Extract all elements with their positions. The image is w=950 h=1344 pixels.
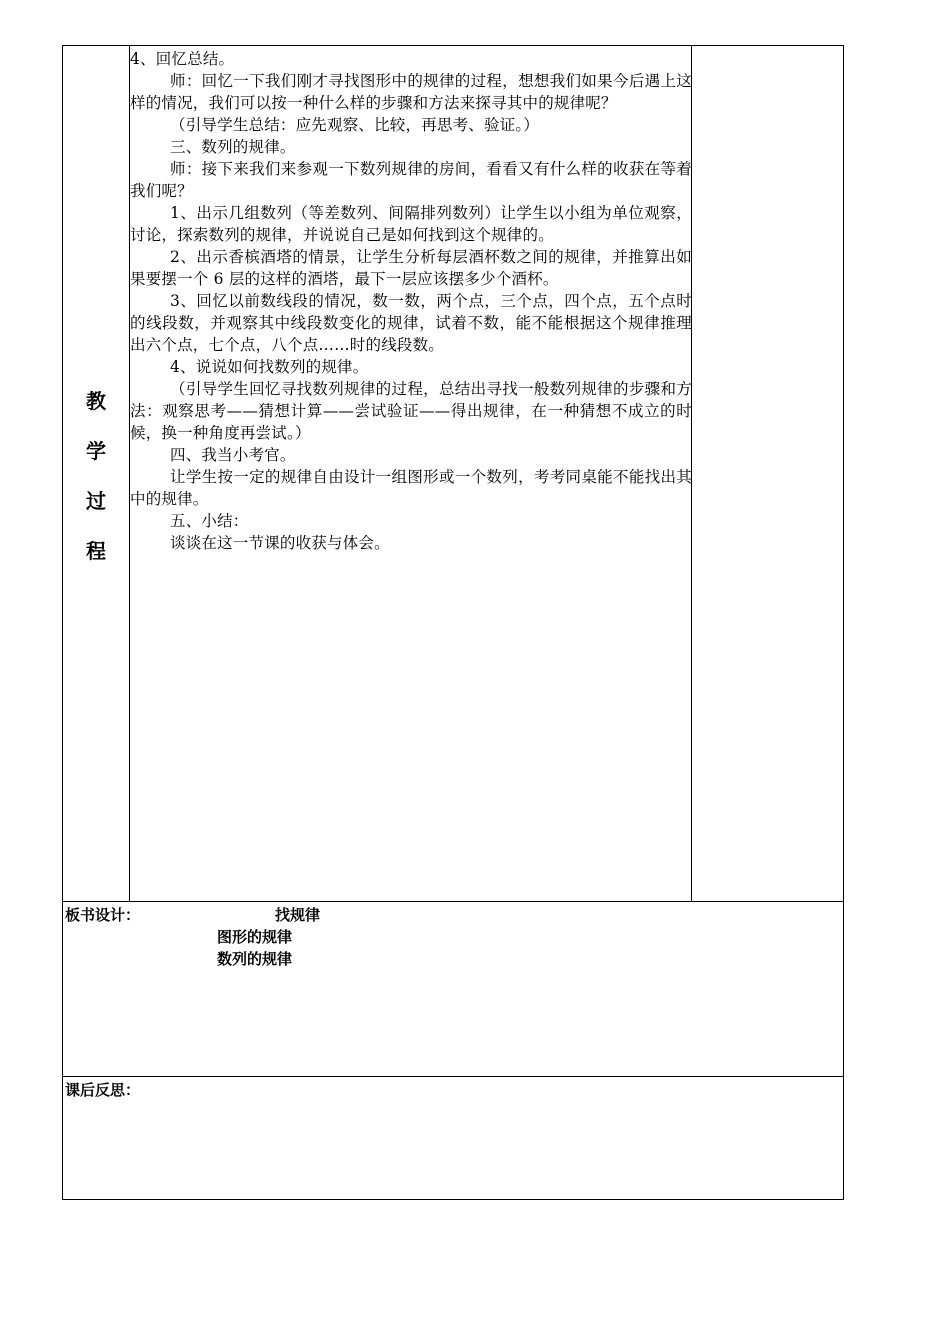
content-paragraph: 师：回忆一下我们刚才寻找图形中的规律的过程，想想我们如果今后遇上这样的情况，我们可以按一种什么样的步骤和方法来探寻其中的规律呢？: [130, 72, 692, 112]
board-design-line: 图形的规律: [217, 928, 293, 946]
board-design-line: 数列的规律: [217, 950, 293, 968]
content-paragraph: （引导学生回忆寻找数列规律的过程，总结出寻找一般数列规律的步骤和方法：观察思考——猜想计算——尝试验证——得出规律，在一种猜想不成立的时候，换一种角度再尝试。）: [130, 380, 692, 442]
content-paragraph: 谈谈在这一节课的收获与体会。: [170, 534, 390, 552]
side-label-char: 学: [86, 439, 106, 463]
content-paragraph: 3、回忆以前数线段的情况，数一数，两个点，三个点，四个点，五个点时的线段数，并观察其中线段数变化的规律，试着不数，能不能根据这个规律推理出六个点，七个点，八个点……时的线段数。: [130, 292, 692, 354]
board-design-title: 找规律: [275, 906, 321, 924]
row-divider-board: [63, 901, 843, 902]
content-paragraph: 4、回忆总结。: [130, 50, 235, 68]
board-design-label: 板书设计：: [65, 906, 141, 924]
content-paragraph: 三、数列的规律。: [170, 138, 296, 156]
side-label-char: 教: [86, 389, 106, 413]
content-paragraph: 1、出示几组数列（等差数列、间隔排列数列）让学生以小组为单位观察，讨论，探索数列的规律，并说说自己是如何找到这个规律的。: [130, 204, 692, 244]
reflection-label: 课后反思：: [65, 1081, 141, 1099]
teaching-process-content: [130, 48, 692, 554]
content-paragraph: 五、小结：: [170, 512, 249, 530]
content-paragraph: 让学生按一定的规律自由设计一组图形或一个数列，考考同桌能不能找出其中的规律。: [130, 468, 692, 508]
teaching-process-label: [63, 376, 129, 576]
row-divider-reflection: [63, 1076, 843, 1077]
content-paragraph: （引导学生总结：应先观察、比较，再思考、验证。）: [170, 116, 540, 134]
side-label-char: 程: [86, 539, 106, 563]
lesson-plan-table: [62, 45, 844, 1200]
side-label-char: 过: [86, 489, 106, 513]
content-paragraph: 2、出示香槟酒塔的情景，让学生分析每层酒杯数之间的规律，并推算出如果要摆一个 6 层的这样的酒塔，最下一层应该摆多少个酒杯。: [130, 248, 692, 288]
content-paragraph: 师：接下来我们来参观一下数列规律的房间，看看又有什么样的收获在等着我们呢？: [130, 160, 692, 200]
board-design-section: [65, 904, 765, 970]
content-paragraph: 4、说说如何找数列的规律。: [170, 358, 369, 376]
content-paragraph: 四、我当小考官。: [170, 446, 296, 464]
